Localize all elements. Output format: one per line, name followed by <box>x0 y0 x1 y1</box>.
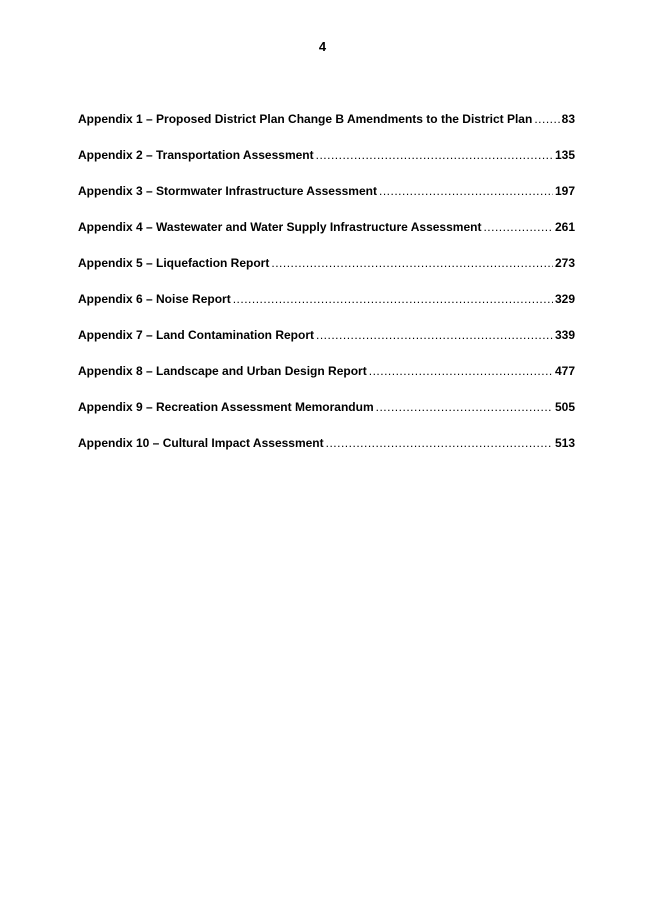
toc-entry-page-number: 477 <box>554 364 575 378</box>
toc-entry-appendix-8[interactable] <box>78 364 575 400</box>
toc-dot-leader <box>534 112 559 126</box>
toc-entry-page-number: 83 <box>561 112 575 126</box>
toc-entry-title: Appendix 8 – Landscape and Urban Design Report <box>78 364 367 378</box>
toc-entry-title: Appendix 5 – Liquefaction Report <box>78 256 270 270</box>
toc-entry-title: Appendix 10 – Cultural Impact Assessment <box>78 436 324 450</box>
toc-entry-title: Appendix 9 – Recreation Assessment Memorandum <box>78 400 374 414</box>
toc-entry-appendix-3[interactable] <box>78 184 575 220</box>
toc-dot-leader <box>316 148 553 162</box>
toc-entry-title: Appendix 2 – Transportation Assessment <box>78 148 314 162</box>
page-number: 4 <box>318 39 327 54</box>
toc-entry-page-number: 135 <box>554 148 575 162</box>
toc-dot-leader <box>379 184 553 198</box>
toc-entry-appendix-5[interactable] <box>78 256 575 292</box>
toc-entry-appendix-9[interactable] <box>78 400 575 436</box>
toc-entry-page-number: 197 <box>554 184 575 198</box>
toc-dot-leader <box>376 400 553 414</box>
toc-entry-appendix-7[interactable] <box>78 328 575 364</box>
toc-entry-page-number: 513 <box>554 436 575 450</box>
toc-entry-page-number: 273 <box>554 256 575 270</box>
toc-dot-leader <box>326 436 553 450</box>
toc-entry-page-number: 339 <box>554 328 575 342</box>
toc-entry-title: Appendix 1 – Proposed District Plan Change B Amendments to the District Plan <box>78 112 533 126</box>
toc-entry-page-number: 505 <box>554 400 575 414</box>
toc-dot-leader <box>483 220 553 234</box>
toc-dot-leader <box>369 364 553 378</box>
toc-entry-title: Appendix 3 – Stormwater Infrastructure Assessment <box>78 184 377 198</box>
toc-entry-appendix-10[interactable] <box>78 436 575 472</box>
toc-dot-leader <box>316 328 553 342</box>
toc-entry-title: Appendix 6 – Noise Report <box>78 292 231 306</box>
table-of-contents <box>78 112 575 472</box>
toc-entry-page-number: 329 <box>554 292 575 306</box>
toc-entry-title: Appendix 7 – Land Contamination Report <box>78 328 315 342</box>
toc-dot-leader <box>233 292 553 306</box>
toc-entry-appendix-4[interactable] <box>78 220 575 256</box>
toc-entry-appendix-1[interactable] <box>78 112 575 148</box>
toc-entry-title: Appendix 4 – Wastewater and Water Supply Infrastructure Assessment <box>78 220 482 234</box>
toc-entry-page-number: 261 <box>554 220 575 234</box>
toc-dot-leader <box>271 256 553 270</box>
toc-entry-appendix-2[interactable] <box>78 148 575 184</box>
toc-entry-appendix-6[interactable] <box>78 292 575 328</box>
